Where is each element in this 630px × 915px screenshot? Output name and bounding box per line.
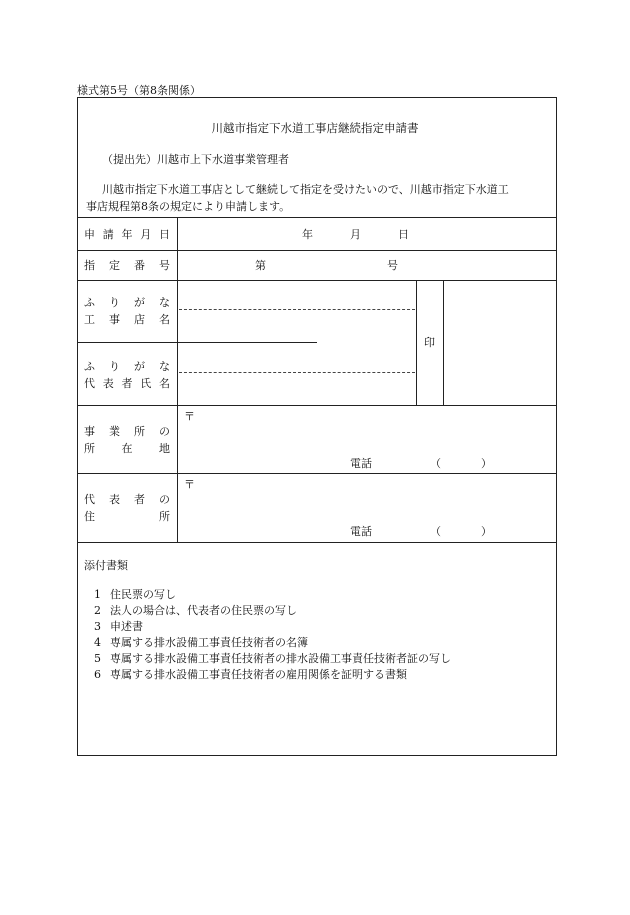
number-suffix: 号 — [387, 259, 398, 272]
label-rep-name: 代 表 者 氏 名 — [84, 377, 170, 390]
attachment-item: 3 申述書 — [94, 620, 143, 633]
rule-after-number — [77, 280, 557, 281]
label-office-line2: 所 在 地 — [84, 442, 170, 455]
label-application-date: 申 請 年 月 日 — [84, 228, 170, 241]
date-day-label: 日 — [398, 228, 409, 241]
form-title: 川越市指定下水道工事店継続指定申請書 — [211, 121, 419, 135]
label-shop-furigana: ふ り が な — [84, 296, 170, 309]
rep-furigana-line — [179, 372, 415, 373]
attachments-list — [94, 589, 451, 685]
seal-left-divider — [416, 280, 417, 405]
rep-phone-label: 電話 — [350, 525, 372, 538]
rule-after-rep — [77, 405, 557, 406]
label-rep-address-line2: 住 所 — [84, 510, 170, 523]
office-phone-label: 電話 — [350, 457, 372, 470]
seal-mark: 印 — [424, 336, 435, 349]
label-office-line1: 事 業 所 の — [84, 425, 170, 438]
attachment-item: 6 専属する排水設備工事責任技術者の雇用関係を証明する書類 — [94, 668, 407, 681]
attachment-item: 4 専属する排水設備工事責任技術者の名簿 — [94, 636, 308, 649]
body-text-line2: 事店規程第8条の規定により申請します。 — [86, 200, 291, 213]
label-rep-address-line1: 代 表 者 の — [84, 493, 170, 506]
form-label: 様式第5号（第8条関係） — [77, 84, 201, 97]
rule-top-table — [77, 217, 557, 218]
office-phone-paren-open: （ — [430, 457, 441, 470]
seal-right-divider — [443, 280, 444, 405]
addressee: （提出先）川越市上下水道事業管理者 — [102, 153, 289, 166]
label-designation-number: 指 定 番 号 — [84, 259, 170, 272]
date-month-label: 月 — [350, 228, 361, 241]
date-year-label: 年 — [302, 228, 313, 241]
attachment-item: 2 法人の場合は、代表者の住民票の写し — [94, 604, 297, 617]
office-phone-paren-close: ） — [481, 457, 492, 470]
rule-after-date — [77, 250, 557, 251]
rule-after-address — [77, 542, 557, 543]
shop-furigana-line — [179, 309, 415, 310]
label-rep-furigana: ふ り が な — [84, 360, 170, 373]
attachment-item: 5 専属する排水設備工事責任技術者の排水設備工事責任技術者証の写し — [94, 652, 451, 665]
rep-phone-paren-close: ） — [481, 525, 492, 538]
label-column-divider — [177, 217, 178, 542]
rep-phone-paren-open: （ — [430, 525, 441, 538]
rep-postal-mark: 〒 — [184, 478, 195, 491]
number-prefix: 第 — [255, 259, 266, 272]
label-shop-name: 工 事 店 名 — [84, 313, 170, 326]
attachments-heading: 添付書類 — [84, 559, 128, 572]
attachment-item: 1 住民票の写し — [94, 588, 176, 601]
rule-after-office — [77, 473, 557, 474]
office-postal-mark: 〒 — [184, 410, 195, 423]
body-text-line1: 川越市指定下水道工事店として継続して指定を受けたいので、川越市指定下水道工 — [102, 183, 509, 196]
rule-after-shop — [77, 342, 317, 343]
